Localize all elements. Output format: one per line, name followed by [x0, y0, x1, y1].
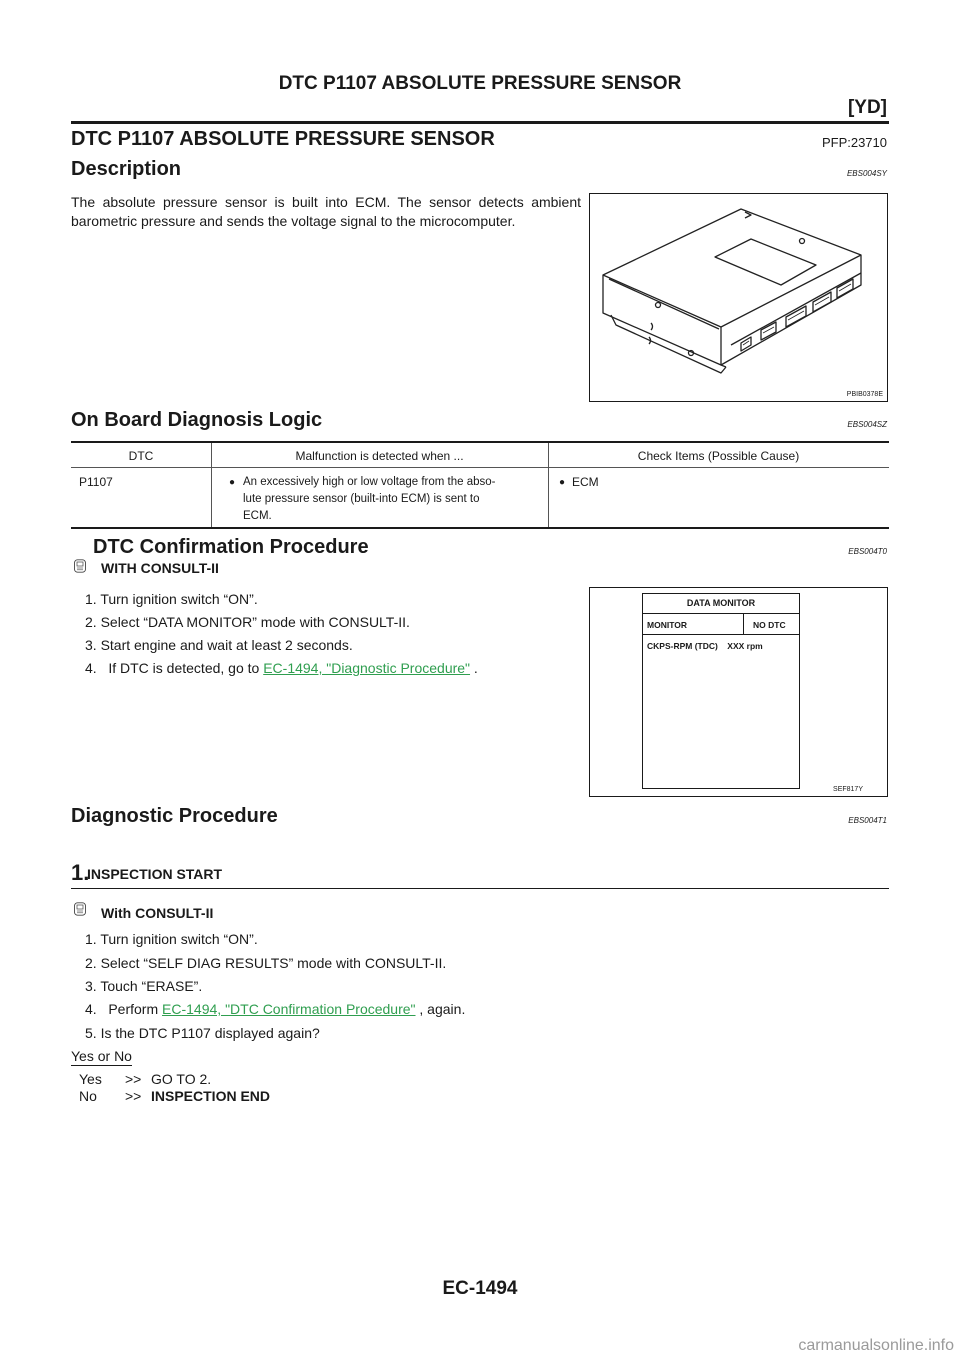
step-text: 4. If DTC is detected, go to: [85, 660, 264, 676]
answer-label: No: [79, 1088, 97, 1104]
table-rule-top: [71, 441, 889, 443]
answer-no: [79, 1088, 270, 1104]
step-title: INSPECTION START: [87, 866, 223, 882]
diagnostic-code: EBS004T1: [848, 816, 887, 825]
obd-code: EBS004SZ: [847, 420, 887, 429]
answer-arrow: >>: [125, 1071, 142, 1087]
answer-yes: [79, 1071, 211, 1087]
description-code: EBS004SY: [846, 169, 887, 178]
consult-subtitle: With CONSULT-II: [101, 905, 214, 921]
monitor-row: CKPS-RPM (TDC) XXX rpm: [647, 641, 763, 651]
table-cell-check: ECM: [572, 475, 599, 489]
malfunction-line: An excessively high or low voltage from the abso-: [243, 476, 496, 488]
consult-icon: [73, 902, 87, 916]
running-header-tag: [YD]: [847, 97, 887, 118]
monitor-status: NO DTC: [753, 620, 786, 630]
confirmation-heading: DTC Confirmation Procedure: [93, 536, 369, 558]
confirmation-code: EBS004T0: [848, 547, 887, 556]
confirmation-step-4: [85, 660, 478, 676]
running-header-title: DTC P1107 ABSOLUTE PRESSURE SENSOR: [278, 73, 682, 94]
table-cell-malfunction: [243, 474, 495, 525]
ecm-illustration: [591, 195, 887, 385]
part-number: PFP:23710: [821, 135, 887, 150]
step-rule: [71, 888, 889, 889]
bullet: ●: [229, 477, 236, 488]
step-text: 4. Perform: [85, 1001, 163, 1017]
figure-label: SEF817Y: [833, 786, 863, 793]
diagnostic-step: 5. Is the DTC P1107 displayed again?: [85, 1025, 320, 1041]
yes-no-question: Yes or No: [71, 1048, 132, 1064]
answer-arrow: >>: [125, 1088, 142, 1104]
description-heading: Description: [71, 158, 182, 180]
answer-action: INSPECTION END: [151, 1088, 271, 1104]
monitor-screen: [642, 593, 800, 789]
diagnostic-step: 2. Select “SELF DIAG RESULTS” mode with CONSULT-II.: [85, 955, 447, 971]
step-text: .: [470, 660, 478, 676]
header-rule: [71, 121, 889, 124]
step-text: , again.: [415, 1001, 466, 1017]
confirmation-step: 3. Start engine and wait at least 2 seconds.: [85, 637, 353, 653]
consult-icon: [73, 559, 87, 573]
table-cell-dtc: P1107: [79, 475, 113, 489]
answer-label: Yes: [79, 1071, 102, 1087]
step-number: 1.: [71, 860, 90, 885]
figure-label: PBIB0378E: [846, 391, 883, 398]
table-header-malfunction: Malfunction is detected when ...: [295, 449, 464, 463]
monitor-col-label: MONITOR: [647, 620, 687, 630]
malfunction-line: ECM.: [243, 510, 272, 522]
monitor-title: DATA MONITOR: [643, 594, 799, 614]
malfunction-line: lute pressure sensor (built-into ECM) is sent to: [243, 493, 480, 505]
confirmation-step: 1. Turn ignition switch “ON”.: [85, 591, 258, 607]
table-header-dtc: DTC: [128, 449, 154, 463]
diagnostic-step-4: [85, 1001, 465, 1017]
consult-subtitle: WITH CONSULT-II: [101, 560, 219, 576]
dtc-confirmation-link[interactable]: EC-1494, "DTC Confirmation Procedure": [162, 1001, 416, 1017]
section-title: DTC P1107 ABSOLUTE PRESSURE SENSOR: [71, 128, 495, 150]
page-number: EC-1494: [442, 1278, 518, 1299]
obd-heading: On Board Diagnosis Logic: [71, 409, 323, 431]
bullet: ●: [559, 477, 566, 488]
diagnostic-step: 3. Touch “ERASE”.: [85, 978, 203, 994]
table-header-check: Check Items (Possible Cause): [637, 449, 800, 463]
ecm-figure: [589, 193, 888, 402]
monitor-divider: [743, 614, 744, 634]
diagnostic-procedure-link[interactable]: EC-1494, "Diagnostic Procedure": [263, 660, 471, 676]
diagnostic-step: 1. Turn ignition switch “ON”.: [85, 931, 258, 947]
watermark: carmanualsonline.info: [798, 1337, 954, 1354]
table-rule-mid: [71, 467, 889, 468]
diagnostic-heading: Diagnostic Procedure: [71, 805, 278, 827]
data-monitor-figure: [589, 587, 888, 797]
confirmation-step: 2. Select “DATA MONITOR” mode with CONSULT-II.: [85, 614, 410, 630]
monitor-header-row: [643, 614, 799, 635]
answer-action: GO TO 2.: [151, 1071, 212, 1087]
table-rule-bottom: [71, 527, 889, 529]
description-text: The absolute pressure sensor is built into ECM. The sensor detects ambient barometric pressure and sends the voltage signal to the microcomputer.: [71, 194, 581, 229]
